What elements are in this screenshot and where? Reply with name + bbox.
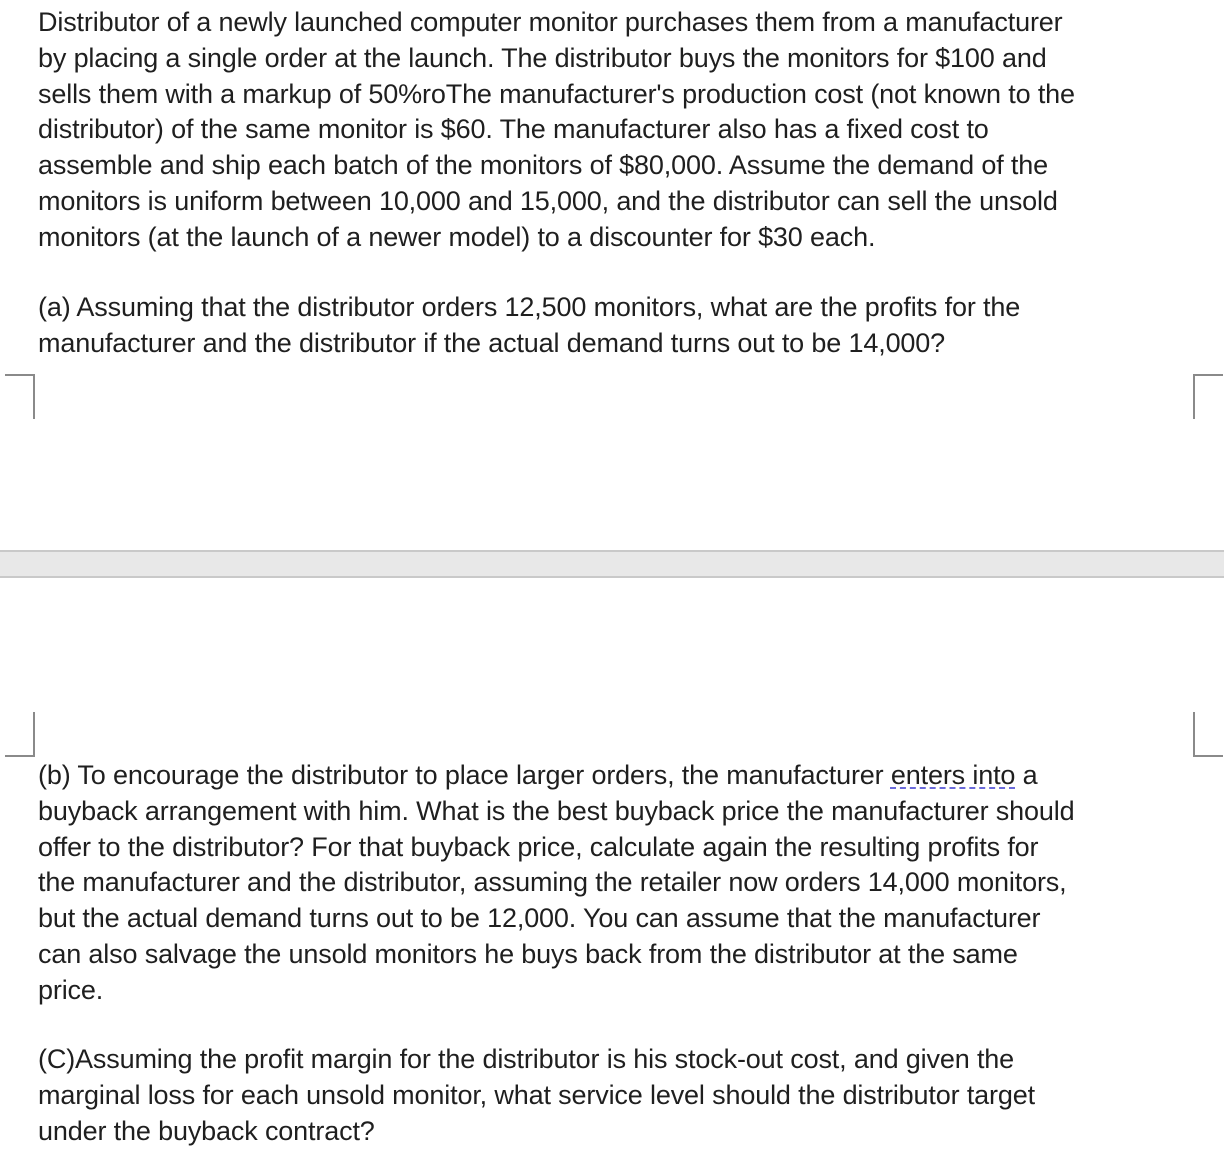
answer-box-corner-top-right xyxy=(1193,374,1223,419)
intro-line: by placing a single order at the launch. The distributor buys the monitors for $100 and xyxy=(38,42,1047,73)
question-b-text: a xyxy=(1015,760,1038,790)
enters-into-link[interactable]: enters into xyxy=(890,760,1016,790)
question-b-line: offer to the distributor? For that buyback price, calculate again the resulting profits for xyxy=(38,831,1039,862)
section-divider xyxy=(0,550,1224,578)
answer-box-corner-bottom-right xyxy=(1193,712,1223,757)
question-b xyxy=(38,758,1074,1009)
question-b-line xyxy=(38,758,1074,794)
question-a-line: (a) Assuming that the distributor orders 12,500 monitors, what are the profits for the xyxy=(38,292,1021,322)
question-b-line: the manufacturer and the distributor, assuming the retailer now orders 14,000 monitors, xyxy=(38,867,1067,898)
intro-line: monitors (at the launch of a newer model) to a discounter for $30 each. xyxy=(38,221,876,252)
question-c-line: (C)Assuming the profit margin for the distributor is his stock-out cost, and given the xyxy=(38,1044,1015,1074)
intro-line: Distributor of a newly launched computer monitor purchases them from a manufacturer xyxy=(38,7,1063,37)
question-a xyxy=(38,290,1020,362)
intro-paragraph xyxy=(38,5,1075,256)
answer-box-corner-bottom-left xyxy=(5,712,35,757)
question-b-line: buyback arrangement with him. What is the best buyback price the manufacturer should xyxy=(38,795,1075,826)
question-c xyxy=(38,1042,1035,1149)
question-b-line: but the actual demand turns out to be 12,000. You can assume that the manufacturer xyxy=(38,903,1041,934)
intro-line: assemble and ship each batch of the monitors of $80,000. Assume the demand of the xyxy=(38,150,1049,181)
answer-box-corner-top-left xyxy=(5,374,35,419)
question-b-line: can also salvage the unsold monitors he buys back from the distributor at the same xyxy=(38,938,1018,969)
question-a-line: manufacturer and the distributor if the actual demand turns out to be 14,000? xyxy=(38,327,946,358)
question-c-line: under the buyback contract? xyxy=(38,1115,375,1146)
question-b-line: price. xyxy=(38,974,104,1005)
intro-line: sells them with a markup of 50%roThe manufacturer's production cost (not known to the xyxy=(38,78,1075,109)
intro-line: monitors is uniform between 10,000 and 15,000, and the distributor can sell the unsold xyxy=(38,185,1058,216)
question-c-line: marginal loss for each unsold monitor, what service level should the distributor target xyxy=(38,1079,1035,1110)
intro-line: distributor) of the same monitor is $60. The manufacturer also has a fixed cost to xyxy=(38,114,989,145)
question-b-text: (b) To encourage the distributor to place larger orders, the manufacturer xyxy=(38,760,891,790)
